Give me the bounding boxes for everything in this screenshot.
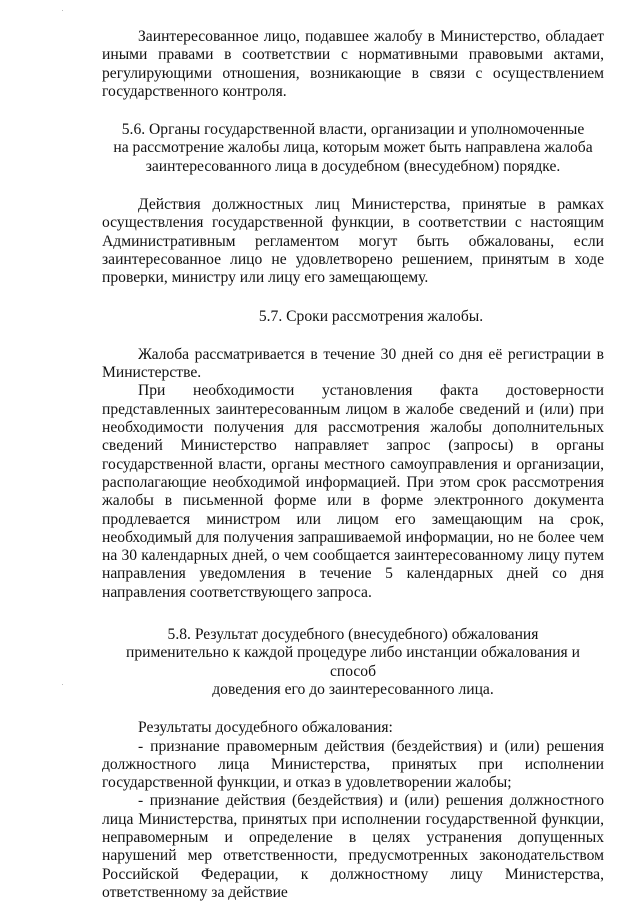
heading-line: 5.8. Результат досудебного (внесудебного) обжалования	[167, 626, 539, 644]
heading-line: заинтересованного лица в досудебном (внесудебном) порядке.	[145, 157, 561, 175]
list-item-unlawful: - признание действия (бездействия) и (или) решения должностного лица Министерства, принятых при исполнении государственной функции, неправомерным и определение в целях устранения допущенных нарушений мер ответственности, предусмотренных законодательством Российской Федерации, к должностному лицу Министерства, ответственному за действие	[102, 792, 604, 901]
heading-line: на рассмотрение жалобы лица, которым может быть направлена жалоба	[113, 139, 593, 157]
heading-line: применительно к каждой процедуре либо инстанции обжалования и способ	[126, 644, 580, 680]
paragraph-extension: При необходимости установления факта достоверности представленных заинтересованным лицом в жалобе сведений и (или) при необходимости получения для рассмотрения жалобы дополнительных сведений Министерство направляет запрос (запросы) в органы государственной власти, органы местного самоуправления и организации, располагающие необходимой информацией. При этом срок рассмотрения жалобы в письменной форме или в форме электронного документа продлевается министром или лицом его замещающим на срок, необходимый для получения запрашиваемой информации, но не более чем на 30 календарных дней, о чем сообщается заинтересованному лицу путем направления уведомления в течение 5 календарных дней со дня направления соответствующего запроса.	[102, 382, 604, 601]
list-item-lawful: - признание правомерным действия (бездействия) и (или) решения должностного лица Министерства, принятых при исполнении государственной функции, и отказ в удовлетворении жалобы;	[102, 737, 604, 792]
section-heading-5-6	[102, 121, 604, 176]
heading-line: 5.6. Органы государственной власти, организации и уполномоченные	[121, 121, 585, 139]
section-heading-5-8	[102, 626, 604, 699]
margin-mark	[62, 684, 63, 685]
section-heading-5-7: 5.7. Сроки рассмотрения жалобы.	[258, 307, 484, 325]
paragraph-results-intro: Результаты досудебного обжалования:	[138, 719, 393, 737]
paragraph-review-term: Жалоба рассматривается в течение 30 дней со дня её регистрации в Министерстве.	[102, 345, 604, 382]
paragraph-appeal-actions: Действия должностных лиц Министерства, принятые в рамках осуществления государственной функции, в соответствии с настоящим Административным регламентом могут быть обжалованы, если заинтересованное лицо не удовлетворено решением, принятым в ходе проверки, министру или лицу его замещающему.	[102, 196, 604, 287]
paragraph-rights: Заинтересованное лицо, подавшее жалобу в Министерство, обладает иными правами в соответствии с нормативными правовыми актами, регулирующими отношения, возникающие в связи с осуществлением государственного контроля.	[102, 28, 604, 100]
document-page	[102, 28, 604, 902]
margin-mark	[62, 10, 63, 11]
heading-line: доведения его до заинтересованного лица.	[212, 680, 494, 698]
